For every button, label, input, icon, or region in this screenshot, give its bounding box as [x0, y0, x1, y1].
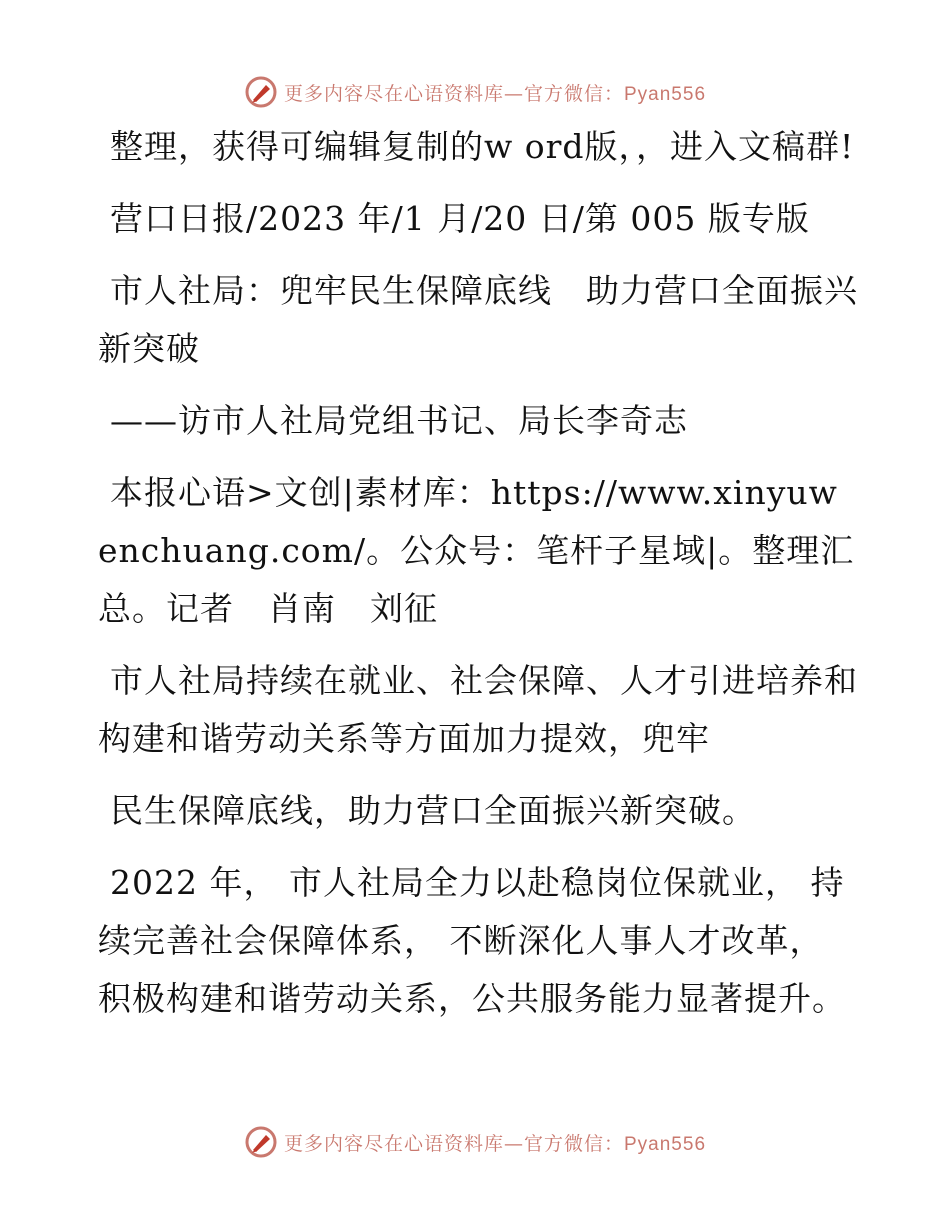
- body-paragraph-1: 市人社局持续在就业、社会保障、人才引进培养和构建和谐劳动关系等方面加力提效，兜牢: [98, 661, 858, 758]
- pen-nib-logo-icon: [244, 75, 278, 109]
- watermark-text: 更多内容尽在心语资料库—官方微信：Pyan556: [283, 1132, 707, 1155]
- source-line: 营口日报/2023 年/1 月/20 日/第 005 版专版: [110, 199, 810, 238]
- byline-paragraph: 本报心语>文创|素材库：https://www.xinyuwenchuang.com/。公众号：笔杆子星域|。整理汇总。记者 肖南 刘征: [98, 473, 855, 628]
- footer-watermark: [0, 1122, 950, 1162]
- intro-paragraph: 整理，获得可编辑复制的w ord版，，进入文稿群!: [110, 127, 855, 166]
- document-body: [98, 118, 858, 1042]
- header-watermark: [0, 72, 950, 112]
- pen-nib-logo-icon: [244, 1125, 278, 1159]
- body-paragraph-3: 2022 年， 市人社局全力以赴稳岗位保就业， 持续完善社会保障体系， 不断深化人事人才改革， 积极构建和谐劳动关系，公共服务能力显著提升。: [98, 863, 846, 1018]
- article-subtitle: ——访市人社局党组书记、局长李奇志: [110, 401, 688, 440]
- watermark-text: 更多内容尽在心语资料库—官方微信：Pyan556: [283, 82, 707, 105]
- body-paragraph-2: 民生保障底线，助力营口全面振兴新突破。: [110, 791, 756, 830]
- article-title: 市人社局：兜牢民生保障底线 助力营口全面振兴新突破: [98, 271, 858, 368]
